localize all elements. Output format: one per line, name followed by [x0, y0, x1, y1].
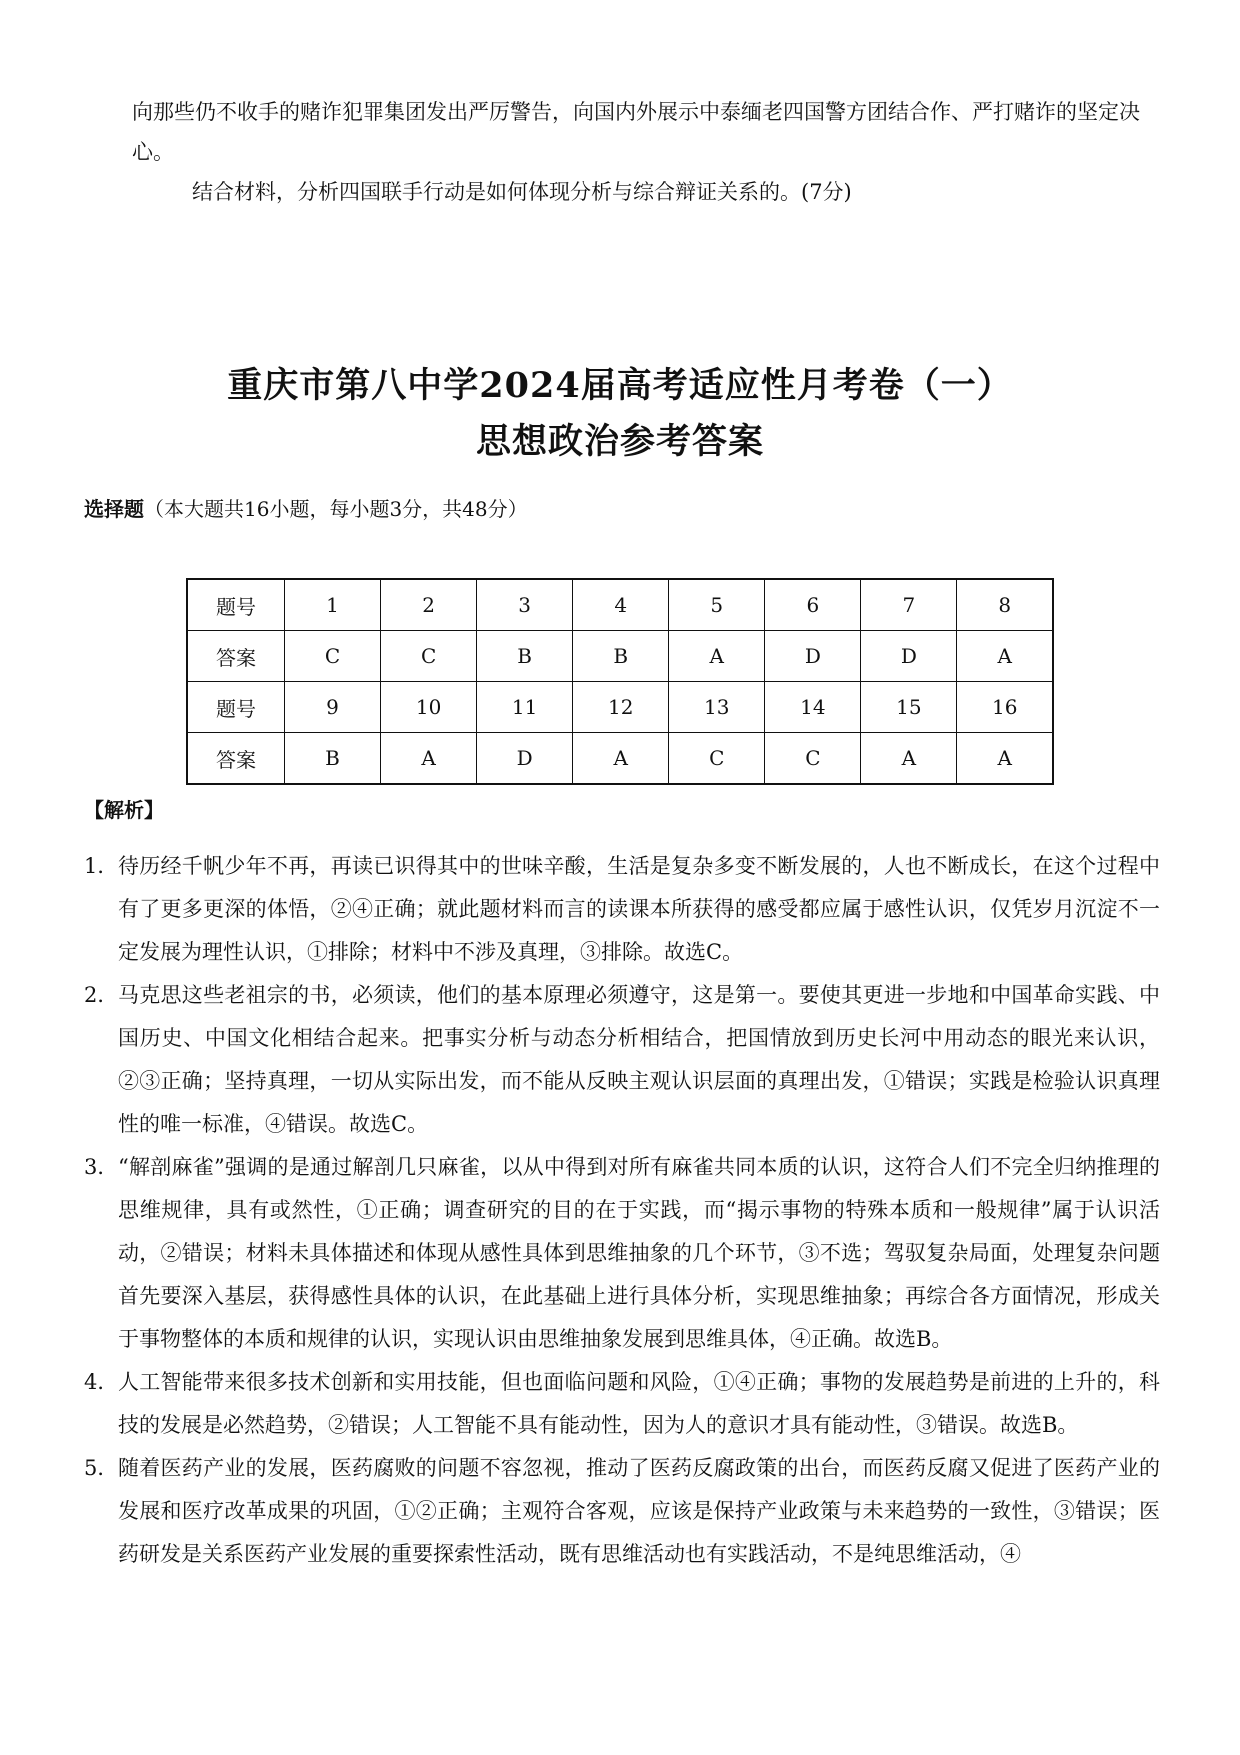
table-cell: 9 [285, 682, 381, 733]
table-cell: 10 [381, 682, 477, 733]
table-cell: A [381, 733, 477, 785]
analysis-item [84, 845, 1160, 974]
table-cell: 12 [573, 682, 669, 733]
table-cell: 6 [765, 579, 861, 631]
table-cell: A [573, 733, 669, 785]
answer-table [186, 578, 1054, 785]
table-cell: A [957, 733, 1053, 785]
item-text: 随着医药产业的发展，医药腐败的问题不容忽视，推动了医药反腐政策的出台，而医药反腐又促进了医药产业的发展和医疗改革成果的巩固，①②正确；主观符合客观，应该是保持产业政策与未来趋势的一致性，③错误；医药研发是关系医药产业发展的重要探索性活动，既有思维活动也有实践活动，不是纯思维活动，④ [118, 1456, 1160, 1566]
table-cell: A [861, 733, 957, 785]
table-cell: 8 [957, 579, 1053, 631]
table-cell: 11 [477, 682, 573, 733]
table-cell: 3 [477, 579, 573, 631]
item-text: 人工智能带来很多技术创新和实用技能，但也面临问题和风险，①④正确；事物的发展趋势是前进的上升的，科技的发展是必然趋势，②错误；人工智能不具有能动性，因为人的意识才具有能动性，③错误。故选B。 [118, 1370, 1160, 1437]
table-cell: D [477, 733, 573, 785]
item-number: 3． [84, 1155, 119, 1179]
table-row [187, 733, 1053, 785]
row-label: 题号 [187, 682, 285, 733]
analysis-item [84, 1361, 1160, 1447]
item-text: 马克思这些老祖宗的书，必须读，他们的基本原理必须遵守，这是第一。要使其更进一步地和中国革命实践、中国历史、中国文化相结合起来。把事实分析与动态分析相结合，把国情放到历史长河中用动态的眼光来认识，②③正确；坚持真理，一切从实际出发，而不能从反映主观认识层面的真理出发，①错误；实践是检验认识真理性的唯一标准，④错误。故选C。 [118, 983, 1160, 1136]
exam-subtitle: 思想政治参考答案 [475, 421, 764, 462]
row-label: 题号 [187, 579, 285, 631]
item-number: 4． [84, 1370, 119, 1394]
table-cell: 16 [957, 682, 1053, 733]
item-number: 5． [84, 1456, 119, 1480]
material-intro [132, 92, 1152, 212]
table-cell: 14 [765, 682, 861, 733]
table-cell: 2 [381, 579, 477, 631]
table-cell: B [573, 631, 669, 682]
table-cell: D [765, 631, 861, 682]
table-row [187, 631, 1053, 682]
material-paragraph: 向那些仍不收手的赌诈犯罪集团发出严厉警告，向国内外展示中泰缅老四国警方团结合作、严打赌诈的坚定决心。 [132, 100, 1140, 164]
exam-title: 重庆市第八中学2024届高考适应性月考卷（一） [227, 365, 1013, 406]
table-cell: C [765, 733, 861, 785]
question-text: 结合材料，分析四国联手行动是如何体现分析与综合辩证关系的。(7分) [192, 180, 852, 204]
item-text: “解剖麻雀”强调的是通过解剖几只麻雀，以从中得到对所有麻雀共同本质的认识，这符合人们不完全归纳推理的思维规律，具有或然性，①正确；调查研究的目的在于实践，而“揭示事物的特殊本质和一般规律”属于认识活动，②错误；材料未具体描述和体现从感性具体到思维抽象的几个环节，③不选；驾驭复杂局面，处理复杂问题首先要深入基层，获得感性具体的认识，在此基础上进行具体分析，实现思维抽象；再综合各方面情况，形成关于事物整体的本质和规律的认识，实现认识由思维抽象发展到思维具体，④正确。故选B。 [118, 1155, 1160, 1351]
item-text: 待历经千帆少年不再，再读已识得其中的世味辛酸，生活是复杂多变不断发展的，人也不断成长，在这个过程中有了更多更深的体悟，②④正确；就此题材料而言的读课本所获得的感受都应属于感性认识，仅凭岁月沉淀不一定发展为理性认识，①排除；材料中不涉及真理，③排除。故选C。 [118, 854, 1160, 964]
table-cell: A [957, 631, 1053, 682]
analysis-heading: 【解析】 [84, 798, 164, 822]
item-number: 1． [84, 854, 119, 878]
section-heading [84, 492, 528, 526]
analysis-item [84, 1146, 1160, 1361]
table-cell: 15 [861, 682, 957, 733]
table-cell: B [285, 733, 381, 785]
table-cell: 4 [573, 579, 669, 631]
table-row [187, 682, 1053, 733]
table-cell: C [669, 733, 765, 785]
table-cell: D [861, 631, 957, 682]
table-cell: C [381, 631, 477, 682]
table-cell: B [477, 631, 573, 682]
analysis-item [84, 974, 1160, 1146]
analysis-list [84, 845, 1160, 1576]
analysis-item [84, 1447, 1160, 1576]
row-label: 答案 [187, 733, 285, 785]
table-cell: 13 [669, 682, 765, 733]
table-cell: C [285, 631, 381, 682]
table-cell: 5 [669, 579, 765, 631]
table-cell: 1 [285, 579, 381, 631]
table-cell: 7 [861, 579, 957, 631]
section-note: （本大题共16小题，每小题3分，共48分） [144, 497, 528, 521]
table-row [187, 579, 1053, 631]
table-cell: A [669, 631, 765, 682]
item-number: 2． [84, 983, 119, 1007]
row-label: 答案 [187, 631, 285, 682]
section-name: 选择题 [84, 497, 144, 521]
